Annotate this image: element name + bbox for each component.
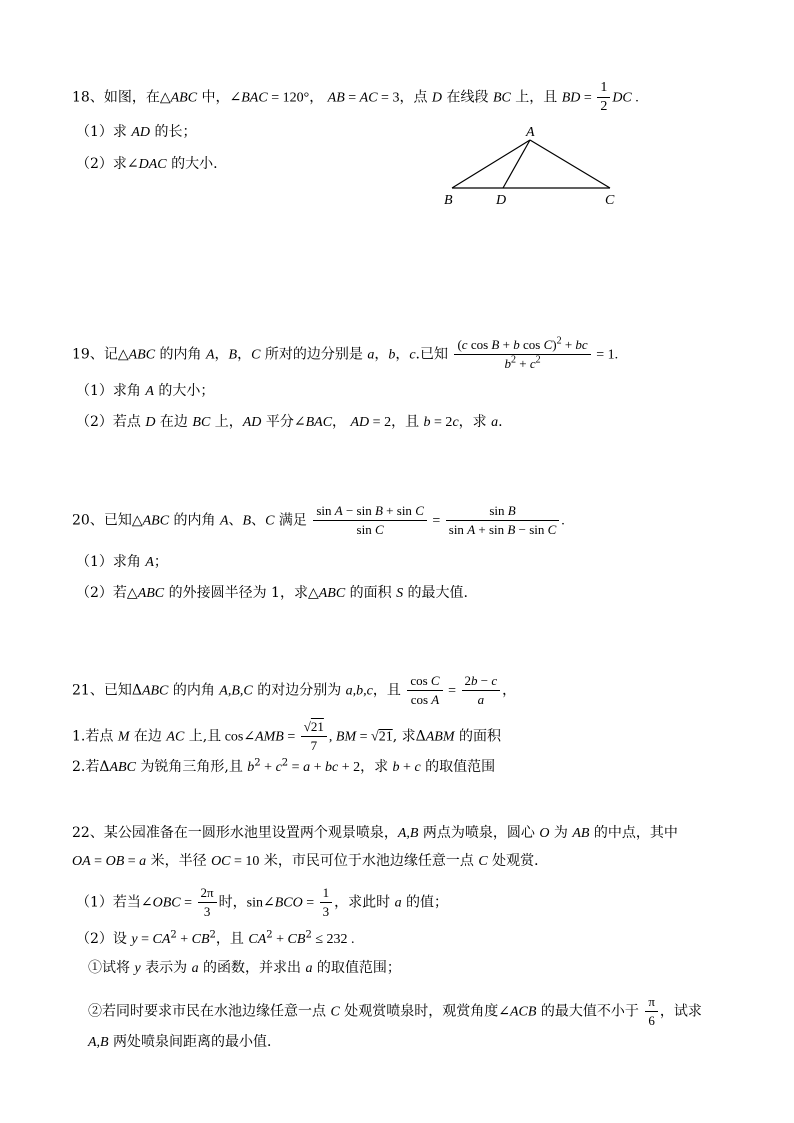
q22-stem-line1: 22、某公园准备在一圆形水池里设置两个观景喷泉，A,B 两点为喷泉，圆心 O 为 AB 的中点，其中 <box>72 825 678 841</box>
q22-part1: （1）若当∠OBC = $\frac{2\pi}{3}$ 时，sin∠BCO = $\frac{1}{3}$ ，求此时 a 的值； <box>76 885 449 919</box>
side-ab <box>452 140 530 188</box>
q18-stem: 18、如图，在△ABC 中，∠BAC = 120°， AB = AC = 3，点 D 在线段 BC 上，且 BD = $\frac{1}{2}$ DC . <box>72 80 639 114</box>
q22-part2a: ①试将 y 表示为 a 的函数，并求出 a 的取值范围； <box>88 960 401 976</box>
q18-part1: （1）求 AD 的长； <box>76 124 197 140</box>
q19-part1: （1）求角 A 的大小； <box>76 383 215 399</box>
q22-stem-line2: OA = OB = a 米，半径 OC = 10 米，市民可位于水池边缘任意一点 C 处观赏． <box>72 853 549 869</box>
q21-part1: 1.若点 M 在边 AC 上,且 cos∠AMB = $\frac{√21}{7}$ , BM = √21, 求ΔABM 的面积 <box>72 719 501 753</box>
q20-part2: （2）若△ABC 的外接圆半径为 1，求△ABC 的面积 S 的最大值. <box>76 585 468 601</box>
segment-ad <box>503 140 530 188</box>
q21-stem: 21、已知ΔABC 的内角 A,B,C 的对边分别为 a,b,c，且 $\frac{\text{cos C}}{\text{cos A}}$ = $\frac{2b - c}{a}$ ， <box>72 673 517 707</box>
q22-part2: （2）设 $y = CA^2 + CB^2$，且 $CA^2 + CB^2 \le 232$ . <box>76 929 355 947</box>
q18-triangle-figure <box>438 122 628 212</box>
side-ac <box>530 140 610 188</box>
q20-stem: 20、已知△ABC 的内角 A、B、C 满足 $\frac{\text{sin A − sin B + sin C}}{\text{sin C}}$ = $\frac{\text{sin B}}{\text{sin A + sin B − sin C}}$ . <box>72 503 565 537</box>
q20-part1: （1）求角 A； <box>76 554 168 570</box>
label-a: A <box>526 125 535 140</box>
label-c: C <box>605 193 615 208</box>
q18-part2: （2）求∠DAC 的大小. <box>76 156 218 172</box>
q22-part2b-line2: A,B 两处喷泉间距离的最小值． <box>88 1034 282 1050</box>
q19-stem: 19、记△ABC 的内角 A，B，C 所对的边分别是 a，b，c.已知 $\frac{(c \cos B + b \cos C)^2 + bc}{b^2 + c^2}$ = 1. <box>72 335 619 371</box>
q21-part2: 2.若ΔABC 为锐角三角形,且 $b^2 + c^2 = a$ + bc + 2，求 b + c 的取值范围 <box>72 757 496 775</box>
q22-part2b-line1: ②若同时要求市民在水池边缘任意一点 C 处观赏喷泉时，观赏角度∠ACB 的最大值不小于 $\frac{\pi}{6}$ ，试求 <box>88 994 702 1028</box>
q19-part2: （2）若点 D 在边 BC 上，AD 平分∠BAC， AD = 2，且 b = 2c，求 a. <box>76 414 503 430</box>
label-d: D <box>496 193 507 208</box>
label-b: B <box>444 193 453 208</box>
